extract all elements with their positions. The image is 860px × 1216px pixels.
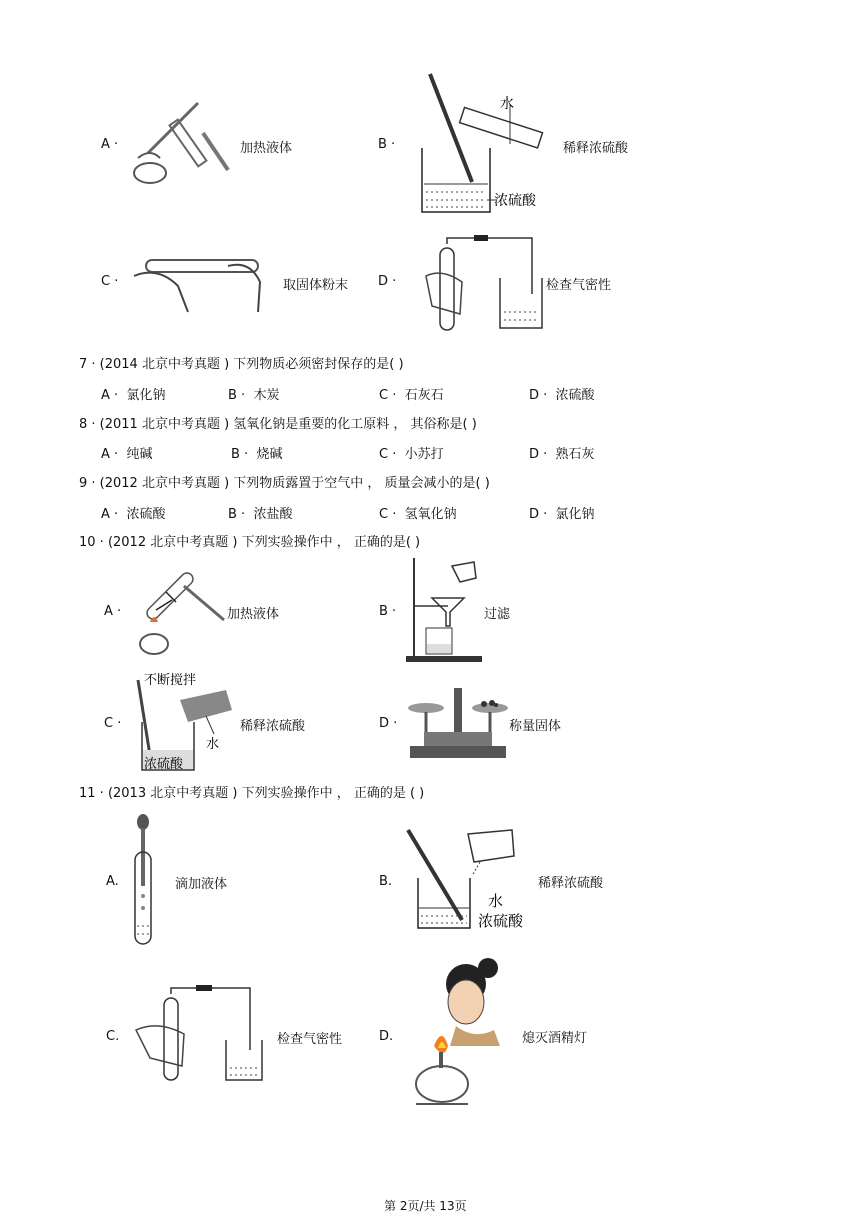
q8-option-d: D · 熟石灰 [529,447,595,462]
q11-option-c-letter: C. [106,1029,120,1044]
q10-option-a-letter: A · [104,604,122,619]
q11-stem: 11 · (2013 北京中考真题 ) 下列实验操作中 ， 正确的是 ( ) [79,786,425,801]
q10-option-c-letter: C · [104,716,122,731]
q11-option-d-text: 熄灭酒精灯 [522,1031,588,1046]
q6-option-d-letter: D · [378,274,397,289]
q7-option-c: C · 石灰石 [379,388,444,403]
q11-option-a-text: 滴加液体 [175,877,228,892]
q10-filter-figure [404,556,484,666]
q8-option-b: B · 烧碱 [231,447,283,462]
q6-heat-liquid-figure [128,98,236,192]
q6-option-a-text: 加热液体 [240,141,293,156]
q11-dilute-acid-figure [404,826,530,934]
q9-option-b: B · 浓盐酸 [228,507,293,522]
q8-stem: 8 · (2011 北京中考真题 ) 氢氧化钠是重要的化工原料 ， 其俗称是( ) [79,417,477,432]
q6-option-c-letter: C · [101,274,119,289]
q7-option-b: B · 木炭 [228,388,280,403]
q10-option-d-letter: D · [379,716,398,731]
page-footer: 第 2页/共 13页 [384,1199,467,1213]
q11-airtight-figure [130,984,266,1084]
q10-stem: 10 · (2012 北京中考真题 ) 下列实验操作中 ， 正确的是( ) [79,535,421,550]
q6-option-a-letter: A · [101,137,119,152]
q10-option-b-text: 过滤 [484,607,511,622]
q10-option-a-text: 加热液体 [227,607,280,622]
q11-drip-figure [126,812,160,948]
q10-option-d-text: 称量固体 [509,719,562,734]
q6-label-conc-acid: 浓硫酸 [494,193,536,209]
q6-dilute-acid-figure [412,72,552,218]
q11-label-conc-acid: 浓硫酸 [478,912,524,930]
q9-option-d: D · 氯化钠 [529,507,595,522]
q9-option-c: C · 氢氧化钠 [379,507,457,522]
q10-dilute-acid-figure [132,670,240,774]
q6-option-c-text: 取固体粉末 [283,278,349,293]
q10-label-stir: 不断搅拌 [144,673,197,688]
q11-option-d-letter: D. [379,1029,394,1044]
q10-option-b-letter: B · [379,604,397,619]
q6-label-water: 水 [500,96,514,112]
q6-airtight-figure [412,234,548,334]
q10-option-c-text: 稀释浓硫酸 [240,719,306,734]
q10-balance-figure [404,684,512,762]
q8-option-c: C · 小苏打 [379,447,444,462]
q6-option-b-letter: B · [378,137,396,152]
q7-stem: 7 · (2014 北京中考真题 ) 下列物质必须密封保存的是( ) [79,357,404,372]
q10-heat-liquid-figure [132,560,228,660]
q11-extinguish-figure [404,956,514,1108]
q11-option-c-text: 检查气密性 [277,1032,343,1047]
q6-powder-figure [128,246,270,316]
q11-option-b-text: 稀释浓硫酸 [538,876,604,891]
q6-option-d-text: 检查气密性 [546,278,612,293]
q6-option-b-text: 稀释浓硫酸 [563,141,629,156]
q8-option-a: A · 纯碱 [101,447,153,462]
q10-label-water: 水 [206,737,220,752]
q9-stem: 9 · (2012 北京中考真题 ) 下列物质露置于空气中 ， 质量会减小的是( ) [79,476,490,491]
q7-option-d: D · 浓硫酸 [529,388,595,403]
q7-option-a: A · 氯化钠 [101,388,166,403]
q9-option-a: A · 浓硫酸 [101,507,166,522]
q11-label-water: 水 [488,892,504,910]
q11-option-b-letter: B. [379,874,393,889]
q11-option-a-letter: A. [106,874,119,889]
q10-label-conc-acid: 浓硫酸 [144,757,184,772]
